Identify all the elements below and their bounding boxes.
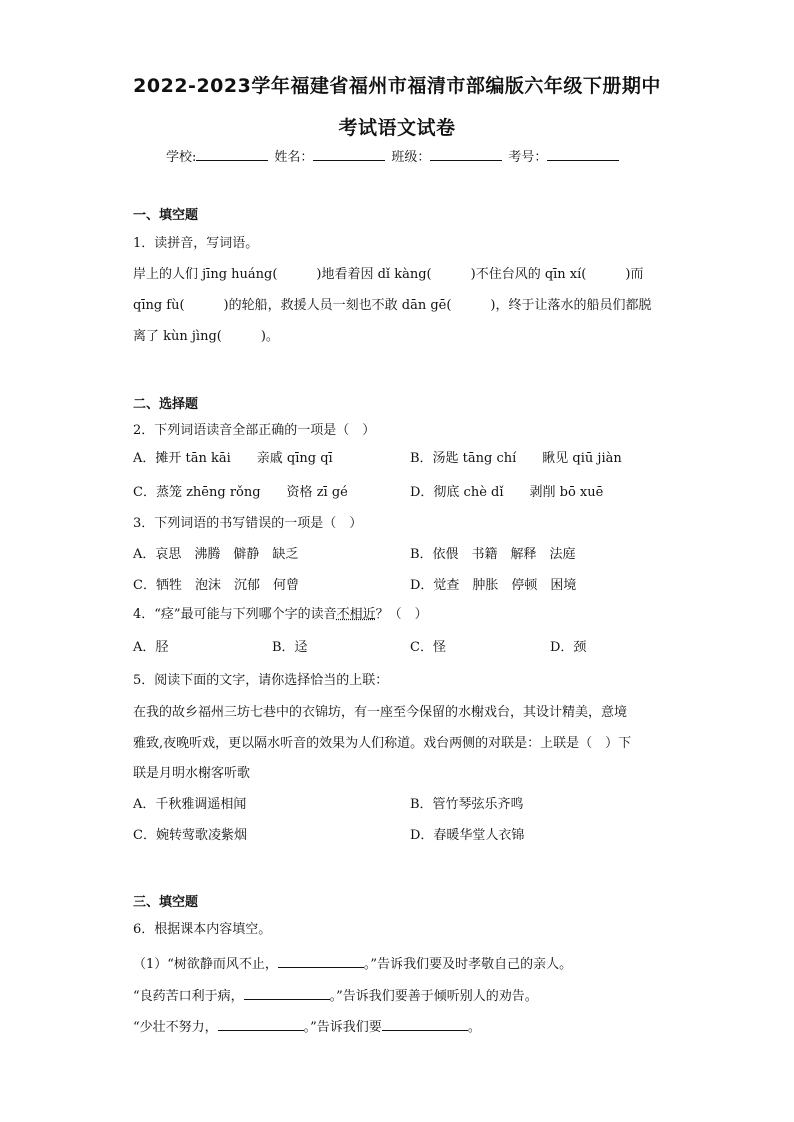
q6-line2-prefix: “良药苦口利于病， (133, 989, 244, 1004)
q6-blank-2[interactable] (244, 987, 330, 1000)
school-blank[interactable] (196, 148, 268, 161)
school-label: 学校: (166, 150, 197, 165)
q6-line3-suffix: 。 (467, 1020, 481, 1035)
q2-option-a[interactable]: A．摊开 tān kāi 亲戚 qīng qī (133, 451, 333, 466)
q2-stem: 2．下列词语读音全部正确的一项是（ ） (133, 423, 376, 438)
q5-passage-line1: 在我的故乡福州三坊七巷中的衣锦坊，有一座至今保留的水榭戏台，其设计精美，意境 (133, 705, 628, 720)
number-label: 考号： (508, 150, 548, 165)
q6-line2 (133, 987, 538, 1005)
q3-option-d[interactable]: D．觉查 肿胀 停顿 困境 (410, 578, 577, 593)
q3-option-c[interactable]: C．牺牲 泡沫 沉郁 何曾 (133, 578, 299, 593)
section-heading-2: 二、选择题 (133, 397, 199, 412)
q4-option-a[interactable]: A．胫 (133, 640, 169, 655)
q5-option-a[interactable]: A．千秋雅调遥相闻 (133, 797, 247, 812)
q6-line3-middle: 。”告诉我们要 (303, 1020, 382, 1035)
q4-stem (133, 607, 428, 623)
class-blank[interactable] (430, 148, 502, 161)
q2-option-b[interactable]: B．汤匙 tāng chí 瞅见 qiū jiàn (410, 451, 622, 466)
q5-option-c[interactable]: C．婉转莺歌凌紫烟 (133, 828, 247, 843)
exam-title-line1: 2022-2023学年福建省福州市福清市部编版六年级下册期中 (133, 75, 661, 97)
q5-passage-line3: 联是月明水榭客听歌 (133, 766, 251, 781)
q4-option-d[interactable]: D．颈 (550, 640, 587, 655)
exam-title-line2: 考试语文试卷 (338, 117, 456, 139)
student-info-row (166, 146, 625, 165)
q6-blank-1[interactable] (278, 955, 364, 968)
q4-stem-part3: ？（ ） (375, 607, 428, 622)
q6-stem: 6．根据课本内容填空。 (133, 922, 272, 937)
class-label: 班级： (391, 150, 431, 165)
q1-line1: 岸上的人们 jīng huáng( )地看着因 dǐ kàng( )不住台风的 qīn xí( )而 (133, 267, 644, 282)
q1-line3: 离了 kùn jìng( )。 (133, 329, 279, 344)
q6-line2-suffix: 。”告诉我们要善于倾听别人的劝告。 (329, 989, 538, 1004)
number-blank[interactable] (547, 148, 619, 161)
q4-stem-emphasis: 不相近 (336, 607, 376, 622)
q1-line2: qīng fù( )的轮船，救援人员一刻也不敢 dān gē( )，终于让落水的船员们都脱 (133, 298, 652, 313)
q3-option-a[interactable]: A．哀思 沸腾 僻静 缺乏 (133, 547, 299, 562)
q5-stem: 5．阅读下面的文字，请你选择恰当的上联： (133, 673, 389, 688)
q6-line3 (133, 1018, 481, 1036)
name-label: 姓名： (274, 150, 314, 165)
q6-blank-4[interactable] (382, 1018, 468, 1031)
q6-line1 (133, 955, 572, 973)
q6-line1-suffix: 。”告诉我们要及时孝敬自己的亲人。 (363, 957, 573, 972)
section-heading-1: 一、填空题 (133, 208, 199, 223)
section-heading-3: 三、填空题 (133, 895, 199, 910)
q6-line3-prefix: “少壮不努力， (133, 1020, 218, 1035)
name-blank[interactable] (313, 148, 385, 161)
q5-option-d[interactable]: D．春暖华堂人衣锦 (410, 828, 525, 843)
q3-stem: 3．下列词语的书写错误的一项是（ ） (133, 516, 363, 531)
q5-passage-line2: 雅致,夜晚听戏，更以隔水听音的效果为人们称道。戏台两侧的对联是：上联是（ ）下 (133, 736, 632, 751)
q2-option-d[interactable]: D．彻底 chè dǐ 剥削 bō xuē (410, 485, 604, 500)
q3-option-b[interactable]: B．依偎 书籍 解释 法庭 (410, 547, 576, 562)
q1-stem: 1．读拼音，写词语。 (133, 236, 259, 251)
q6-line1-prefix: （1）“树欲静而风不止， (133, 957, 278, 972)
q4-option-b[interactable]: B．迳 (272, 640, 308, 655)
q4-option-c[interactable]: C．怪 (410, 640, 446, 655)
q2-option-c[interactable]: C．蒸笼 zhēng rǒng 资格 zī gé (133, 485, 348, 500)
q4-stem-part1: 4．“痉”最可能与下列哪个字的读音 (133, 607, 337, 622)
q5-option-b[interactable]: B．管竹琴弦乐齐鸣 (410, 797, 524, 812)
q6-blank-3[interactable] (218, 1018, 304, 1031)
